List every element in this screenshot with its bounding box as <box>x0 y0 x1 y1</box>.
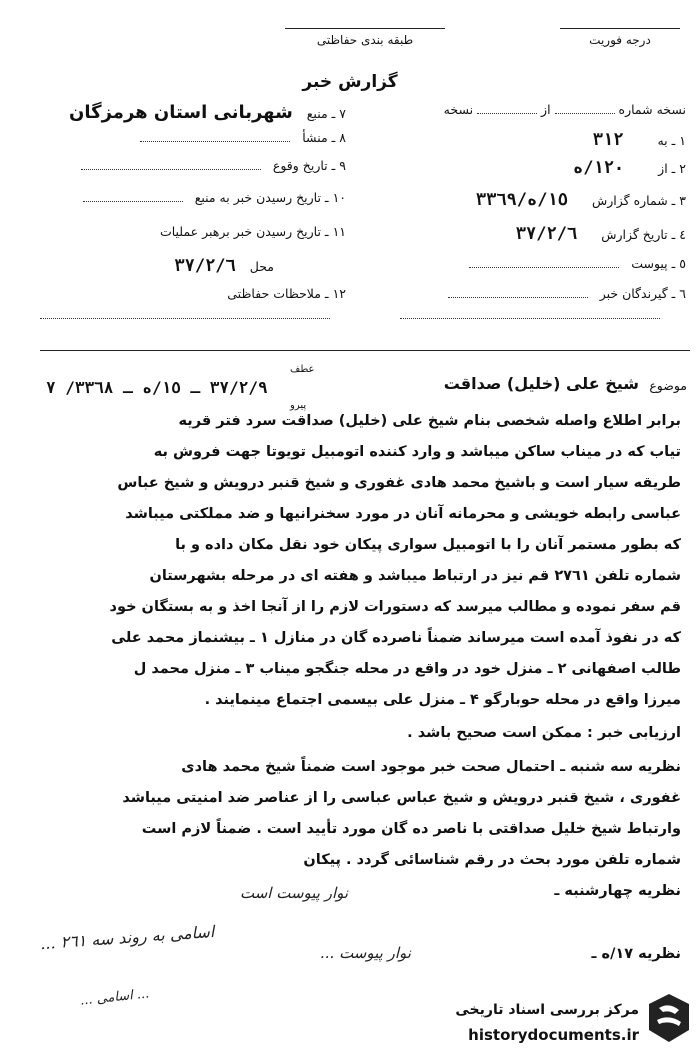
classification-box <box>285 28 445 55</box>
classification-label: طبقه بندی حفاظتی <box>316 33 414 47</box>
field-to: ١ ـ به ٣١٢ <box>592 130 686 150</box>
field-copy-number: نسخه شماره از نسخه <box>443 102 686 117</box>
field-attachment: ٥ ـ پیوست <box>370 256 686 271</box>
opinion-line: شماره تلفن مورد بحث در رقم شناسائی گردد . پیکان <box>303 852 681 868</box>
body-line: که در نفوذ آمده است میرساند ضمناً ناصرده گان در منازل ١ ـ بیشنماز محمد علی <box>111 630 681 646</box>
archive-logo-icon <box>645 992 693 1044</box>
watermark-org: مرکز بررسی اسناد تاریخی <box>455 1002 639 1018</box>
section-divider <box>40 350 690 351</box>
handwritten-note: نوار پیوست ... <box>320 944 411 962</box>
body-line: برابر اطلاع واصله شخصی بنام شیخ علی (خلیل) صداقت سرد فتر قریه <box>178 413 681 429</box>
ref-note-bottom: پیرو <box>290 400 307 411</box>
body-line: که بطور مستمر آنان را با اتومبیل سواری پیکان خود نقل مکان داده و با <box>175 537 681 553</box>
field-security-notes: ١٢ ـ ملاحظات حفاظتی <box>227 286 346 301</box>
evaluation-line: ارزیابی خبر : ممکن است صحیح باشد . <box>407 725 681 741</box>
field-report-date: ٤ ـ تاریخ گزارش ٣٧/٢/٦ <box>515 224 686 244</box>
source-value: شهربانی استان هرمزگان <box>69 102 293 123</box>
opinion-line: وارتباط شیخ خلیل صداقتی با ناصر ده گان مورد تأیید است . ضمناً لازم است <box>141 821 681 837</box>
field-from: ٢ ـ از ١٢٠/ه <box>572 158 686 178</box>
priority-box <box>560 28 680 55</box>
opinion-line: نظریه ١٧/ه ـ <box>591 946 681 962</box>
field-report-number: ٣ ـ شماره گزارش ١٥/ه/٣٣٦٩ <box>475 190 686 210</box>
watermark-url[interactable]: historydocuments.ir <box>468 1026 639 1044</box>
subject-text: شیخ علی (خلیل) صداقت <box>443 374 639 393</box>
field-occurrence-date: ٩ ـ تاریخ وقوع <box>16 158 346 173</box>
body-line: طالب اصفهانی ٢ ـ منزل خود در واقع در محله جنگجو میناب ٣ ـ منزل محمد ل <box>133 661 681 677</box>
field-place: محل ۳٧/٢/٦ <box>174 256 274 276</box>
operation-date-value: ۳٧/٢/٦ <box>174 256 236 276</box>
handwritten-note: ... اسامی ... <box>79 986 150 1009</box>
ref-note-top: عطف <box>290 364 315 375</box>
opinion-line: نظریه چهارشنبه ـ <box>554 883 681 899</box>
report-date-value: ٣٧/٢/٦ <box>515 224 578 244</box>
opinion-line: نظریه سه شنبه ـ احتمال صحت خبر موجود است ضمناً شیخ محمد هادی <box>181 759 681 775</box>
body-line: تیاب که در میناب ساکن میباشد و وارد کننده اتومبیل تویوتا جهت فروش به <box>153 444 681 460</box>
body-line: شماره تلفن ٢٧٦١ قم نیز در ارتباط میباشد و هفته ای در مرحله بشهرستان <box>149 568 681 584</box>
priority-label: درجه فوریت <box>589 33 651 47</box>
subject-label: موضوع <box>649 378 687 393</box>
handwritten-note: نوار پیوست است <box>240 884 349 902</box>
body-line: طریقه سیار است و باشیخ محمد هادی غفوری و شیخ قنبر درویش و شیخ عباس <box>117 475 681 491</box>
field-source: ٧ ـ منبع شهربانی استان هرمزگان <box>69 102 346 123</box>
field-recipients: ٦ ـ گیرندگان خبر <box>370 286 686 301</box>
field-source-receive-date: ١٠ ـ تاریخ رسیدن خبر به منبع <box>16 190 346 205</box>
from-value: ١٢٠/ه <box>572 158 625 178</box>
page-title: گزارش خبر <box>302 72 398 92</box>
opinion-line: غفوری ، شیخ قنبر درویش و شیخ عباس عباسی را از عناصر ضد امنیتی میباشد <box>122 790 681 806</box>
report-number-value: ١٥/ه/٣٣٦٩ <box>475 190 568 210</box>
subject-reference: ۳٧/٢/٩ ـ ١٥/ه ـ ٣٣٦٨/ ٧ <box>46 378 268 397</box>
body-line: میرزا واقع در محله حوبارگو ۴ ـ منزل علی بیسمی اجتماع مینمایند . <box>204 692 681 708</box>
handwritten-note: اسامی به روند سه ٢٦١ ... <box>39 921 215 954</box>
to-value: ٣١٢ <box>592 130 624 150</box>
field-operation-receive-date: ١١ ـ تاریخ رسیدن خبر برهبر عملیات <box>159 224 346 239</box>
field-origin: ٨ ـ منشأ <box>16 130 346 145</box>
body-line: قم سفر نموده و مطالب میرسد که دستورات لازم را از آنجا اخذ و به بستگان خود <box>109 599 681 615</box>
body-line: عباسی رابطه خویشی و محرمانه آنان در مورد سخنرانیها و ضد مملکتی میباشد <box>125 506 681 522</box>
